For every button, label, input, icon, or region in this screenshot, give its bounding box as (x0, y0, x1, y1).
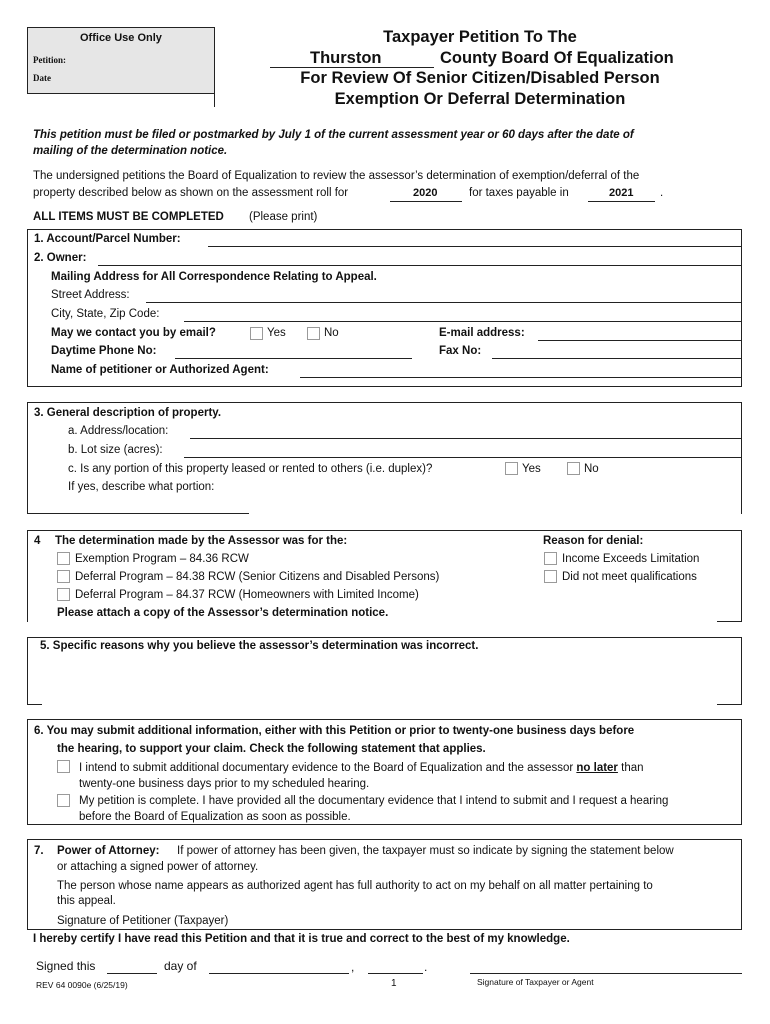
address-input[interactable] (190, 438, 741, 439)
poa-line1: If power of attorney has been given, the taxpayer must so indicate by signing the statement below (177, 845, 674, 857)
section-3-heading: 3. General description of property. (34, 407, 222, 419)
filing-notice-2: mailing of the determination notice. (33, 145, 228, 157)
email-no-checkbox[interactable] (307, 327, 320, 340)
deferral-8437-checkbox[interactable] (57, 588, 70, 601)
poa-line3: The person whose name appears as authorized agent has full authority to act on my behalf on all matter pertaining to (57, 880, 653, 892)
payable-year[interactable]: 2021 (609, 187, 634, 199)
city-input[interactable] (184, 321, 741, 322)
signed-day-input[interactable] (107, 973, 157, 974)
power-of-attorney-heading: Power of Attorney: (57, 845, 160, 857)
section-5-bottom-right (717, 704, 742, 705)
please-print: (Please print) (249, 211, 318, 223)
if-yes-label: If yes, describe what portion: (68, 481, 215, 493)
office-date-label: Date (33, 73, 51, 83)
petition-complete-text-2: before the Board of Equalization as soon as possible. (79, 811, 351, 823)
income-exceeds-label: Income Exceeds Limitation (562, 553, 700, 565)
poa-line4: this appeal. (57, 895, 116, 907)
deferral-8438-label: Deferral Program – 84.38 RCW (Senior Citizens and Disabled Persons) (75, 571, 440, 583)
submit-later-text-a: I intend to submit additional documentary evidence to the Board of Equalization and the assessor (79, 762, 574, 774)
parcel-label: 1. Account/Parcel Number: (34, 233, 181, 245)
mailing-heading: Mailing Address for All Correspondence Relating to Appeal. (51, 271, 377, 283)
section-6-line1: 6. You may submit additional information, either with this Petition or prior to twenty-one business days before (34, 725, 635, 737)
submit-later-text-c: twenty-one business days prior to my scheduled hearing. (79, 778, 370, 790)
income-exceeds-checkbox[interactable] (544, 552, 557, 565)
all-items-heading: ALL ITEMS MUST BE COMPLETED (33, 211, 224, 223)
email-no-label: No (324, 327, 339, 339)
section-5-heading: 5. Specific reasons why you believe the assessor’s determination was incorrect. (40, 640, 479, 652)
petition-complete-checkbox[interactable] (57, 794, 70, 807)
section-7-number: 7. (34, 845, 44, 857)
email-yes-label: Yes (267, 327, 286, 339)
section-4-number: 4 (34, 535, 41, 547)
certification: I hereby certify I have read this Petition and that it is true and correct to the best of my knowledge. (33, 933, 570, 945)
office-petition-label: Petition: (33, 55, 66, 65)
signed-month-input[interactable] (209, 973, 349, 974)
petitioner-signature-label: Signature of Petitioner (Taxpayer) (57, 915, 229, 927)
fax-input[interactable] (492, 358, 741, 359)
street-input[interactable] (146, 302, 741, 303)
title-line1: Taxpayer Petition To The (383, 28, 577, 46)
taxpayer-signature-input[interactable] (470, 973, 742, 974)
section-3-bottom (27, 513, 249, 514)
phone-label: Daytime Phone No: (51, 345, 157, 357)
exemption-checkbox[interactable] (57, 552, 70, 565)
county-underline (270, 67, 434, 68)
leased-question: c. Is any portion of this property leased or rented to others (i.e. duplex)? (68, 463, 433, 475)
petition-complete-text: My petition is complete. I have provided all the documentary evidence that I intend to submit and I request a hearing (79, 795, 669, 807)
title-line3: For Review Of Senior Citizen/Disabled Person (300, 69, 660, 87)
leased-yes-checkbox[interactable] (505, 462, 518, 475)
email-address-input[interactable] (538, 340, 741, 341)
intro-para-2a: property described below as shown on the assessment roll for (33, 187, 349, 199)
address-label: a. Address/location: (68, 425, 169, 437)
title-line2: County Board Of Equalization (440, 49, 674, 67)
assessment-year[interactable]: 2020 (413, 187, 438, 199)
lot-size-input[interactable] (184, 457, 741, 458)
owner-input[interactable] (98, 265, 741, 266)
submit-later-text-b: than (621, 762, 644, 774)
signed-this-label: Signed this (36, 959, 96, 973)
reason-heading: Reason for denial: (543, 535, 644, 547)
office-use-divider (214, 93, 216, 107)
signed-year-input[interactable] (368, 973, 423, 974)
page-number: 1 (391, 978, 397, 989)
agent-label: Name of petitioner or Authorized Agent: (51, 364, 269, 376)
deferral-8438-checkbox[interactable] (57, 570, 70, 583)
email-yes-checkbox[interactable] (250, 327, 263, 340)
date-comma: , (351, 960, 355, 974)
section-5-bottom-left (27, 704, 42, 705)
poa-line2: or attaching a signed power of attorney. (57, 861, 259, 873)
section-6-line2: the hearing, to support your claim. Check the following statement that applies. (57, 743, 486, 755)
title-line4: Exemption Or Deferral Determination (334, 90, 626, 108)
fax-label: Fax No: (439, 345, 482, 357)
not-qualified-checkbox[interactable] (544, 570, 557, 583)
not-qualified-label: Did not meet qualifications (562, 571, 697, 583)
payable-year-line (588, 201, 655, 202)
lot-size-label: b. Lot size (acres): (68, 444, 163, 456)
assessment-year-line (390, 201, 462, 202)
intro-para-2b: for taxes payable in (469, 187, 569, 199)
city-label: City, State, Zip Code: (51, 308, 160, 320)
leased-no-checkbox[interactable] (567, 462, 580, 475)
email-address-label: E-mail address: (439, 327, 525, 339)
exemption-label: Exemption Program – 84.36 RCW (75, 553, 249, 565)
email-question: May we contact you by email? (51, 327, 216, 339)
section-4-bottom-right (717, 621, 742, 622)
no-later-emphasis: no later (576, 762, 618, 774)
revision-code: REV 64 0090e (6/25/19) (36, 980, 128, 990)
office-use-heading: Office Use Only (80, 32, 162, 44)
section-4-heading: The determination made by the Assessor was for the: (55, 535, 348, 547)
filing-notice: This petition must be filed or postmarked by July 1 of the current assessment year or 60 days after the date of (33, 129, 634, 141)
title-county: Thurston (310, 49, 382, 67)
taxpayer-signature-label: Signature of Taxpayer or Agent (477, 977, 594, 987)
street-label: Street Address: (51, 289, 130, 301)
section-7-bottom (27, 929, 742, 930)
owner-label: 2. Owner: (34, 252, 87, 264)
leased-no-label: No (584, 463, 599, 475)
day-of-label: day of (164, 959, 197, 973)
deferral-8437-label: Deferral Program – 84.37 RCW (Homeowners with Limited Income) (75, 589, 419, 601)
submit-later-checkbox[interactable] (57, 760, 70, 773)
parcel-input[interactable] (208, 246, 741, 247)
date-period: . (424, 960, 428, 974)
agent-input[interactable] (300, 377, 741, 378)
attach-notice: Please attach a copy of the Assessor’s determination notice. (57, 607, 389, 619)
leased-yes-label: Yes (522, 463, 541, 475)
intro-para-2c: . (660, 187, 664, 199)
intro-para-1: The undersigned petitions the Board of Equalization to review the assessor’s determination of exemption/deferral of the (33, 170, 640, 182)
phone-input[interactable] (175, 358, 412, 359)
submit-later-text (79, 762, 644, 774)
